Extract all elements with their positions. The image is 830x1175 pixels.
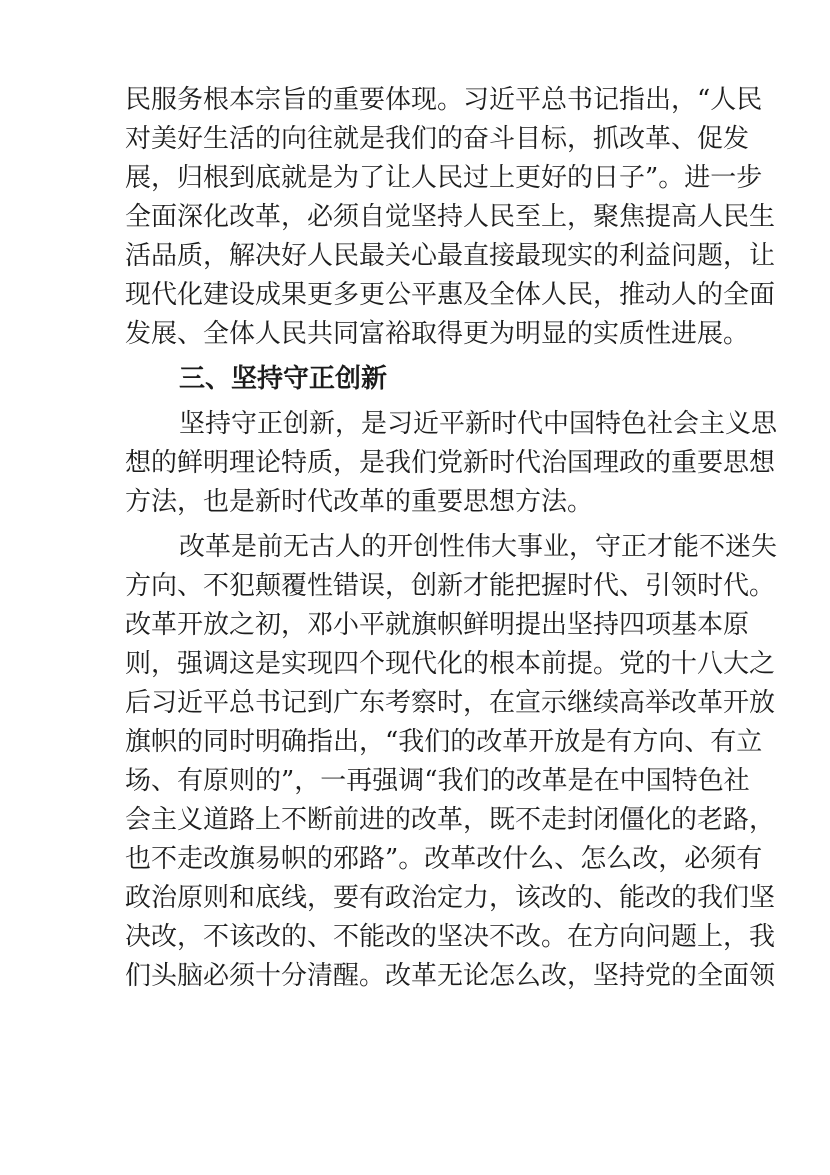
paragraph xyxy=(125,405,778,522)
document-page xyxy=(125,81,778,996)
text-line: 场、有原则的”，一再强调“我们的改革是在中国特色社 xyxy=(125,766,750,796)
text-line: 决改，不该改的、不能改的坚决不改。在方向问题上，我 xyxy=(125,922,776,952)
text-line: 坚持守正创新，是习近平新时代中国特色社会主义思 xyxy=(179,409,778,439)
text-line: 展，归根到底就是为了让人民过上更好的日子”。进一步 xyxy=(125,163,763,193)
text-line: 们头脑必须十分清醒。改革无论怎么改，坚持党的全面领 xyxy=(125,961,776,991)
section-heading: 三、坚持守正创新 xyxy=(179,364,388,394)
text-line: 想的鲜明理论特质，是我们党新时代治国理政的重要思想 xyxy=(125,448,776,478)
text-line: 方法，也是新时代改革的重要思想方法。 xyxy=(125,487,594,517)
paragraph xyxy=(125,81,776,354)
text-line: 民服务根本宗旨的重要体现。习近平总书记指出，“人民 xyxy=(125,85,763,115)
text-line: 方向、不犯颠覆性错误，创新才能把握时代、引领时代。 xyxy=(125,571,776,601)
text-line: 改革开放之初，邓小平就旗帜鲜明提出坚持四项基本原 xyxy=(125,610,750,640)
text-line: 对美好生活的向往就是我们的奋斗目标，抓改革、促发 xyxy=(125,124,750,154)
text-line: 现代化建设成果更多更公平惠及全体人民，推动人的全面 xyxy=(125,280,776,310)
text-line: 改革是前无古人的开创性伟大事业，守正才能不迷失 xyxy=(179,532,778,562)
text-line: 旗帜的同时明确指出，“我们的改革开放是有方向、有立 xyxy=(125,727,763,757)
text-line: 活品质，解决好人民最关心最直接最现实的利益问题，让 xyxy=(125,241,776,271)
text-line: 则，强调这是实现四个现代化的根本前提。党的十八大之 xyxy=(125,649,776,679)
text-line: 后习近平总书记到广东考察时，在宣示继续高举改革开放 xyxy=(125,688,776,718)
paragraph xyxy=(125,528,778,996)
text-line: 会主义道路上不断前进的改革，既不走封闭僵化的老路， xyxy=(125,805,776,835)
text-line: 发展、全体人民共同富裕取得更为明显的实质性进展。 xyxy=(125,319,750,349)
text-line: 也不走改旗易帜的邪路”。改革改什么、怎么改，必须有 xyxy=(125,844,763,874)
text-line: 全面深化改革，必须自觉坚持人民至上，聚焦提高人民生 xyxy=(125,202,776,232)
text-line: 政治原则和底线，要有政治定力，该改的、能改的我们坚 xyxy=(125,883,776,913)
